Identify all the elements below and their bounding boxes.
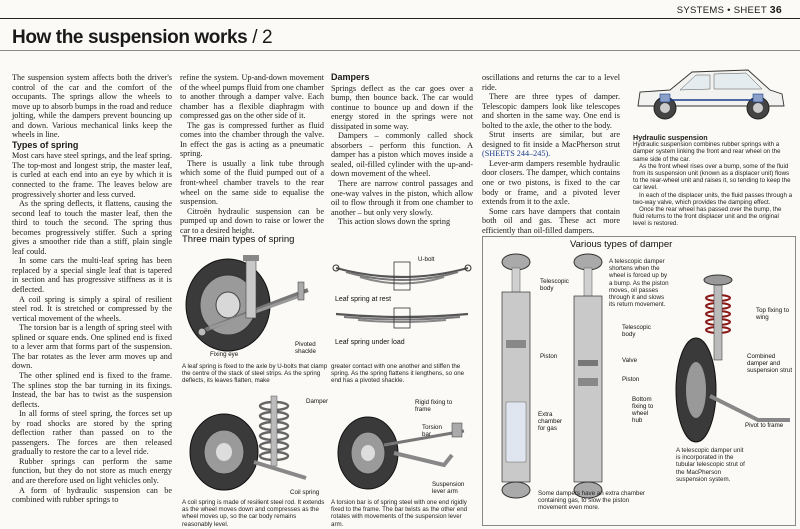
top-fixing-label: Top fixing to wing [756, 307, 790, 321]
paragraph: Most cars have steel springs, and the leaf spring. The top-most and longest strip, the master leaf, is curled at each end into an eye by which it is connected to the frame. The leaves below are progressively shorter and less curved. [12, 151, 172, 199]
hydraulic-caption-1: Hydraulic suspension combines rubber springs with a damper system linking the front and rear wheel on the same side of the car. [633, 141, 781, 163]
gas-damper-illustration [568, 252, 608, 502]
page-title [12, 27, 272, 49]
valve-label: Valve [622, 357, 638, 364]
dampers-heading: Dampers [331, 72, 370, 82]
paragraph: refine the system. Up-and-down movement of the wheel pumps fluid from one chamber to another through a damper valve. Each chamber has a flexible diaphragm with compressed gas on the other side of it. [180, 73, 324, 121]
telescopic-damper-caption: A telescopic damper shortens when the wheel is forced up by a bump. As the piston moves, oil passes through it and slows its return movement. [609, 258, 669, 309]
u-bolt-label: U-bolt [418, 256, 435, 263]
combined-strut-label: Combined damper and suspension strut [747, 353, 793, 374]
title-rule [0, 50, 800, 51]
hydraulic-caption-3: In each of the displacer units, the fluid passes through a two-way valve, which provides the damping effect. [633, 191, 793, 206]
hydraulic-caption-4: Once the rear wheel has passed over the bump, the fluid returns to the front displacer unit and the original level is restored. [633, 206, 782, 228]
paragraph: Strut inserts are similar, but are designed to fit inside a MacPherson strut [482, 130, 620, 149]
text-column-1 [12, 73, 172, 505]
three-springs-heading: Three main types of spring [182, 234, 295, 245]
damper-types-heading: Various types of damper [570, 239, 673, 250]
sheets-reference: (SHEETS 244–245). [482, 149, 551, 159]
paragraph: There are narrow control passages and one-way valves in the piston, which allow oil to flow through it from one chamber to another – but only very slowly. [331, 179, 473, 217]
paragraph: As the spring deflects, it flattens, causing the second leaf to touch the master leaf, then the third to touch the second. The spring thus becomes progressively stiffer. Such a spring gives a smoother ride than a stiff, plain single leaf could. [12, 199, 172, 256]
fixing-eye-label: Fixing eye [210, 351, 239, 358]
suspension-lever-arm-label: Suspension lever arm [432, 481, 465, 495]
torsion-bar-caption: A torsion bar is of spring steel with one end rigidly fixed to the frame. The bar twists as the other end rotates with movements of the suspension lever arm. [331, 499, 468, 528]
leaf-spring-caption: A leaf spring is fixed to the axle by U-bolts that clamp the centre of the stack of steel strips. As the spring deflects, its leaves flatten, make [182, 363, 328, 385]
paragraph: A coil spring is simply a spiral of resilient steel rod. It is stretched or compressed by the vertical movement of the wheels. [12, 294, 172, 323]
paragraph: Citroën hydraulic suspension can be pumped up and down to raise or lower the car to a desired height. [180, 206, 324, 235]
pivoted-shackle-label: Pivoted shackle [295, 341, 316, 355]
leaf-spring-under-load-label: Leaf spring under load [335, 339, 405, 346]
telescopic-body-label-1: Telescopic body [540, 278, 569, 292]
paragraph: oscillations and returns the car to a level ride. [482, 73, 620, 92]
types-of-spring-heading: Types of spring [12, 139, 79, 150]
piston-label-2: Piston [622, 376, 640, 383]
telescopic-damper-illustration [496, 252, 536, 502]
hydraulic-caption [633, 134, 793, 228]
paragraph: The other splined end is fixed to the frame. The splines stop the bar turning in its fixings. Instead, the bar has to twist as the suspension deflects. [12, 370, 172, 409]
intro-paragraph: The suspension system affects both the driver's control of the car and the comfort of the occupants. The springs allow the wheels to move up to absorb bumps in the road and reduce jolting, while the dampers prevent bouncing up and down. Various mechanical links keep the wheels in line. [12, 73, 172, 140]
pivot-to-frame-label: Pivot to frame [745, 422, 784, 429]
torsion-bar-label: Torsion bar [422, 424, 442, 438]
paragraph: Springs deflect as the car goes over a bump, then bounce back. The car would continue to bounce up and down if the energy stored in the springs were not dissipated in some way. [331, 83, 473, 131]
text-column-2 [180, 73, 324, 235]
paragraph: A form of hydraulic suspension can be combined with rubber springs to [12, 485, 172, 505]
paragraph: There are three types of damper. Telescopic dampers look like telescopes and shorten in the same way. One end is bolted to the axle, the other to the body. [482, 92, 620, 130]
page-title-text: How the suspension works [12, 27, 248, 48]
header-rule [0, 18, 800, 19]
sheet-label: SHEET [733, 5, 767, 16]
hydraulic-car-illustration [630, 62, 790, 132]
hydraulic-title: Hydraulic suspension [633, 133, 708, 142]
rigid-fixing-label: Rigid fixing to frame [415, 399, 453, 413]
hydraulic-caption-2: As the front wheel rises over a bump, some of the fluid from its suspension unit (known as a displacer unit) flows to the rear-wheel unit and raises it, so tending to keep the car level. [633, 162, 791, 192]
gas-damper-caption: Some dampers have an extra chamber containing gas, to slow the piston movement even more. [538, 490, 645, 512]
paragraph: There is usually a link tube through which some of the fluid pumped out of a front-wheel chamber travels to the rear wheel on the same side to equalise the suspension. [180, 158, 324, 207]
bottom-fixing-label: Bottom fixing to wheel hub [632, 396, 654, 424]
coil-spring-illustration [184, 392, 324, 492]
text-column-4 [482, 73, 620, 235]
systems-label: SYSTEMS [676, 5, 725, 16]
strut-caption: A telescopic damper unit is incorporated in the tubular telescopic strut of the MacPherson suspension system. [676, 447, 745, 483]
text-column-3 [331, 72, 473, 227]
sheet-header [677, 4, 782, 16]
sheet-number: 36 [769, 4, 782, 16]
extra-chamber-label: Extra chamber for gas [538, 411, 563, 432]
leaf-spring-caption-continued: greater contact with one another and stiffen the spring. As the spring flattens it lengthens, so one end has a pivoted shackle. [331, 363, 465, 385]
paragraph: In some cars the multi-leaf spring has been replaced by a special single leaf that is tapered in section and has progressive stiffness as it is deflected. [12, 256, 172, 295]
header-separator: • [727, 5, 731, 16]
damper-label: Damper [306, 398, 329, 405]
paragraph: In all forms of steel spring, the forces set up by road shocks are stored by the spring deflection rather than passed on to the passengers. The forces are then released gradually to restore the car to a level ride. [12, 409, 172, 457]
coil-spring-label: Coil spring [290, 489, 320, 496]
page-title-part: / 2 [252, 27, 273, 48]
paragraph: This action slows down the spring [338, 217, 451, 227]
paragraph: Rubber springs can perform the same function, but they do not store as much energy and are therefore used on light vehicles only. [12, 456, 172, 485]
telescopic-body-label-2: Telescopic body [622, 324, 651, 338]
paragraph: The gas is compressed further as fluid comes into the chamber through the valve. In effect the gas is acting as a pneumatic spring. [180, 120, 324, 159]
paragraph: Dampers – commonly called shock absorbers – perform this function. A damper has a piston which moves inside a sealed, oil-filled cylinder with the up-and-down movement of the wheel. [331, 131, 473, 179]
paragraph: Lever-arm dampers resemble hydraulic door closers. The damper, which contains one or two pistons, is fixed to the car body or frame, and a pivoted lever extends from it to the axle. [482, 158, 620, 207]
piston-label-1: Piston [540, 353, 558, 360]
paragraph: Some cars have dampers that contain both oil and gas. These act more efficiently than oil-filled dampers. [482, 206, 620, 235]
leaf-spring-at-rest-label: Leaf spring at rest [335, 296, 392, 303]
coil-spring-caption: A coil spring is made of resilient steel rod. It extends as the wheel moves down and compresses as the wheel moves up, so the car body remains reasonably level. [182, 499, 325, 528]
paragraph: The torsion bar is a length of spring steel with splined or square ends. One splined end is fixed to a lever arm that forms part of the suspension. The bar rotates as the lever arm moves up and down. [12, 323, 172, 371]
